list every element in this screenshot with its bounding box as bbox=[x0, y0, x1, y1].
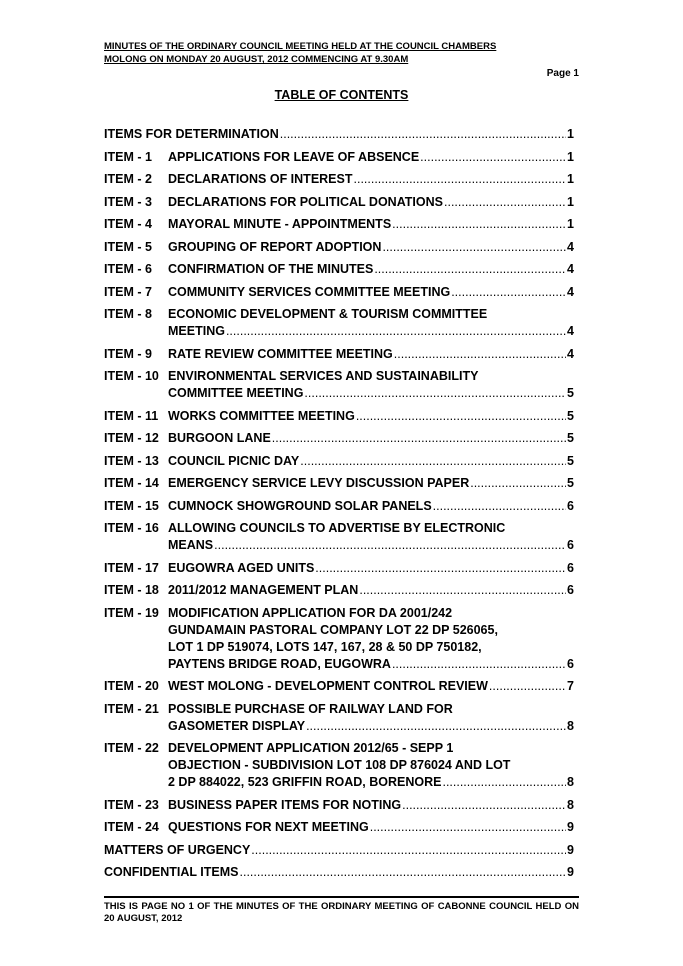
toc-item-number: ITEM - 8 bbox=[104, 307, 152, 321]
toc-entry bbox=[104, 520, 574, 554]
dot-leader bbox=[470, 475, 566, 492]
dot-leader bbox=[214, 537, 566, 554]
toc-page-number: 8 bbox=[567, 797, 574, 812]
footer-rule bbox=[104, 896, 579, 898]
dot-leader bbox=[304, 385, 566, 402]
toc-item-number: ITEM - 1 bbox=[104, 149, 152, 164]
toc-page-number: 4 bbox=[567, 262, 574, 276]
toc-item-title: LOT 1 DP 519074, LOTS 147, 167, 28 & 50 DP 750182, bbox=[168, 639, 482, 654]
toc-entry bbox=[104, 306, 574, 340]
toc-item-number: ITEM - 17 bbox=[104, 560, 159, 575]
dot-leader bbox=[420, 149, 566, 166]
toc-page-number: 8 bbox=[567, 775, 574, 789]
dot-leader bbox=[251, 842, 566, 859]
toc-page-number: 4 bbox=[567, 239, 574, 254]
dot-leader bbox=[370, 819, 566, 836]
dot-leader bbox=[433, 498, 566, 515]
footer-text: THIS IS PAGE NO 1 OF THE MINUTES OF THE ORDINARY MEETING OF CABONNE COUNCIL HELD ON 20 AUGUST, 2012 bbox=[104, 901, 579, 924]
dot-leader bbox=[306, 718, 566, 735]
dot-leader bbox=[451, 284, 566, 301]
toc-entry bbox=[104, 346, 574, 363]
toc-item-number: ITEM - 11 bbox=[104, 408, 159, 423]
toc-item-title: ENVIRONMENTAL SERVICES AND SUSTAINABILITY bbox=[168, 369, 479, 383]
toc-item-title: MEETING bbox=[168, 324, 225, 338]
toc-item-title: BURGOON LANE bbox=[168, 431, 271, 445]
toc-item-number: ITEM - 16 bbox=[104, 521, 159, 535]
toc-item-title: WEST MOLONG - DEVELOPMENT CONTROL REVIEW bbox=[168, 679, 488, 693]
toc-page-number: 6 bbox=[567, 498, 574, 513]
table-of-contents bbox=[104, 126, 574, 881]
dot-leader bbox=[226, 323, 566, 340]
toc-entry bbox=[104, 261, 574, 278]
toc-page-number: 5 bbox=[567, 453, 574, 468]
toc-item-number: ITEM - 21 bbox=[104, 701, 159, 716]
dot-leader bbox=[315, 560, 566, 577]
toc-page-number: 4 bbox=[567, 284, 574, 299]
toc-item-number: ITEM - 7 bbox=[104, 284, 152, 299]
dot-leader bbox=[394, 346, 566, 363]
toc-page-number: 4 bbox=[567, 346, 574, 361]
toc-item-number: ITEM - 5 bbox=[104, 239, 152, 254]
toc-item-number: ITEM - 18 bbox=[104, 583, 159, 597]
toc-entry bbox=[104, 194, 574, 211]
toc-title: TABLE OF CONTENTS bbox=[274, 88, 409, 102]
toc-item-title: CONFIDENTIAL ITEMS bbox=[104, 865, 239, 879]
dot-leader bbox=[374, 261, 566, 278]
toc-item-title: BUSINESS PAPER ITEMS FOR NOTING bbox=[168, 797, 402, 812]
toc-entry bbox=[104, 864, 574, 881]
toc-item-number: ITEM - 2 bbox=[104, 172, 152, 186]
toc-item-number: ITEM - 12 bbox=[104, 431, 159, 445]
toc-entry bbox=[104, 740, 574, 791]
toc-entry bbox=[104, 430, 574, 447]
dot-leader bbox=[356, 408, 566, 425]
toc-item-title: DEVELOPMENT APPLICATION 2012/65 - SEPP 1 bbox=[168, 741, 454, 755]
toc-page-number: 1 bbox=[567, 127, 574, 141]
toc-item-title: RATE REVIEW COMMITTEE MEETING bbox=[168, 346, 393, 361]
toc-item-number: ITEM - 4 bbox=[104, 217, 152, 231]
toc-item-title: ECONOMIC DEVELOPMENT & TOURISM COMMITTEE bbox=[168, 307, 488, 321]
dot-leader bbox=[489, 678, 566, 695]
toc-item-title: ALLOWING COUNCILS TO ADVERTISE BY ELECTRONIC bbox=[168, 521, 506, 535]
toc-item-title: EMERGENCY SERVICE LEVY DISCUSSION PAPER bbox=[168, 476, 470, 490]
toc-page-number: 8 bbox=[567, 718, 574, 733]
toc-item-title: MAYORAL MINUTE - APPOINTMENTS bbox=[168, 217, 392, 231]
toc-item-title: GASOMETER DISPLAY bbox=[168, 718, 306, 733]
toc-item-number: ITEM - 9 bbox=[104, 346, 152, 361]
toc-item-title: ITEMS FOR DETERMINATION bbox=[104, 127, 279, 141]
toc-entry bbox=[104, 368, 574, 402]
toc-item-title: APPLICATIONS FOR LEAVE OF ABSENCE bbox=[168, 149, 420, 164]
toc-item-number: ITEM - 13 bbox=[104, 453, 159, 468]
toc-item-title: POSSIBLE PURCHASE OF RAILWAY LAND FOR bbox=[168, 701, 453, 716]
toc-page-number: 9 bbox=[567, 842, 574, 857]
dot-leader bbox=[442, 774, 566, 791]
toc-page-number: 1 bbox=[567, 194, 574, 209]
toc-item-number: ITEM - 22 bbox=[104, 741, 159, 755]
toc-item-title: COUNCIL PICNIC DAY bbox=[168, 453, 300, 468]
toc-entry bbox=[104, 453, 574, 470]
dot-leader bbox=[272, 430, 566, 447]
dot-leader bbox=[300, 453, 566, 470]
dot-leader bbox=[402, 797, 566, 814]
dot-leader bbox=[444, 194, 566, 211]
toc-page-number: 4 bbox=[567, 324, 574, 338]
dot-leader bbox=[354, 171, 567, 188]
toc-page-number: 6 bbox=[567, 656, 574, 671]
toc-page-number: 9 bbox=[567, 820, 574, 834]
toc-entry bbox=[104, 582, 574, 599]
toc-entry bbox=[104, 239, 574, 256]
toc-entry bbox=[104, 475, 574, 492]
toc-entry bbox=[104, 171, 574, 188]
toc-entry bbox=[104, 149, 574, 166]
dot-leader bbox=[392, 216, 566, 233]
toc-entry bbox=[104, 678, 574, 695]
toc-item-title: COMMUNITY SERVICES COMMITTEE MEETING bbox=[168, 284, 451, 299]
toc-page-number: 6 bbox=[567, 583, 574, 597]
toc-page-number: 5 bbox=[567, 431, 574, 445]
toc-item-number: ITEM - 20 bbox=[104, 679, 159, 693]
header-line-2: MOLONG ON MONDAY 20 AUGUST, 2012 COMMENCING AT 9.30AM bbox=[104, 54, 409, 65]
toc-item-number: ITEM - 14 bbox=[104, 476, 159, 490]
toc-entry bbox=[104, 819, 574, 836]
toc-page-number: 5 bbox=[567, 408, 574, 423]
toc-page-number: 1 bbox=[567, 217, 574, 231]
toc-entry bbox=[104, 216, 574, 233]
toc-item-title: MEANS bbox=[168, 538, 214, 552]
toc-item-title: OBJECTION - SUBDIVISION LOT 108 DP 876024 AND LOT bbox=[168, 758, 511, 772]
toc-item-number: ITEM - 19 bbox=[104, 605, 159, 620]
toc-item-title: WORKS COMMITTEE MEETING bbox=[168, 408, 355, 423]
dot-leader bbox=[280, 126, 566, 143]
toc-entry bbox=[104, 842, 574, 859]
toc-item-title: QUESTIONS FOR NEXT MEETING bbox=[168, 820, 369, 834]
toc-item-title: 2 DP 884022, 523 GRIFFIN ROAD, BORENORE bbox=[168, 775, 442, 789]
toc-entry bbox=[104, 605, 574, 673]
toc-item-number: ITEM - 3 bbox=[104, 194, 152, 209]
toc-item-number: ITEM - 24 bbox=[104, 820, 159, 834]
toc-page-number: 7 bbox=[567, 679, 574, 693]
header-line-1: MINUTES OF THE ORDINARY COUNCIL MEETING HELD AT THE COUNCIL CHAMBERS bbox=[104, 41, 497, 52]
toc-item-number: ITEM - 15 bbox=[104, 498, 159, 513]
toc-page-number: 6 bbox=[567, 538, 574, 552]
toc-entry bbox=[104, 701, 574, 735]
toc-entry bbox=[104, 498, 574, 515]
toc-item-number: ITEM - 23 bbox=[104, 797, 159, 812]
toc-entry bbox=[104, 126, 574, 143]
toc-item-number: ITEM - 10 bbox=[104, 369, 159, 383]
toc-page-number: 5 bbox=[567, 476, 574, 490]
toc-item-title: MATTERS OF URGENCY bbox=[104, 842, 251, 857]
toc-entry bbox=[104, 408, 574, 425]
toc-page-number: 5 bbox=[567, 386, 574, 400]
toc-page-number: 1 bbox=[567, 172, 574, 186]
toc-item-title: DECLARATIONS FOR POLITICAL DONATIONS bbox=[168, 194, 443, 209]
toc-item-title: COMMITTEE MEETING bbox=[168, 386, 304, 400]
toc-item-title: GROUPING OF REPORT ADOPTION bbox=[168, 239, 382, 254]
toc-item-title: GUNDAMAIN PASTORAL COMPANY LOT 22 DP 526065, bbox=[168, 622, 498, 637]
toc-item-title: MODIFICATION APPLICATION FOR DA 2001/242 bbox=[168, 605, 453, 620]
toc-page-number: 6 bbox=[567, 560, 574, 575]
toc-item-title: CUMNOCK SHOWGROUND SOLAR PANELS bbox=[168, 498, 432, 513]
toc-item-title: CONFIRMATION OF THE MINUTES bbox=[168, 262, 374, 276]
toc-item-title: EUGOWRA AGED UNITS bbox=[168, 560, 315, 575]
toc-item-title: DECLARATIONS OF INTEREST bbox=[168, 172, 353, 186]
dot-leader bbox=[382, 239, 566, 256]
toc-entry bbox=[104, 284, 574, 301]
toc-entry bbox=[104, 560, 574, 577]
dot-leader bbox=[359, 582, 566, 599]
dot-leader bbox=[240, 864, 567, 881]
toc-item-title: PAYTENS BRIDGE ROAD, EUGOWRA bbox=[168, 656, 391, 671]
dot-leader bbox=[392, 656, 566, 673]
toc-page-number: 1 bbox=[567, 149, 574, 164]
page-number: Page 1 bbox=[546, 68, 579, 79]
toc-entry bbox=[104, 797, 574, 814]
toc-page-number: 9 bbox=[567, 865, 574, 879]
toc-item-title: 2011/2012 MANAGEMENT PLAN bbox=[168, 583, 359, 597]
toc-item-number: ITEM - 6 bbox=[104, 262, 152, 276]
